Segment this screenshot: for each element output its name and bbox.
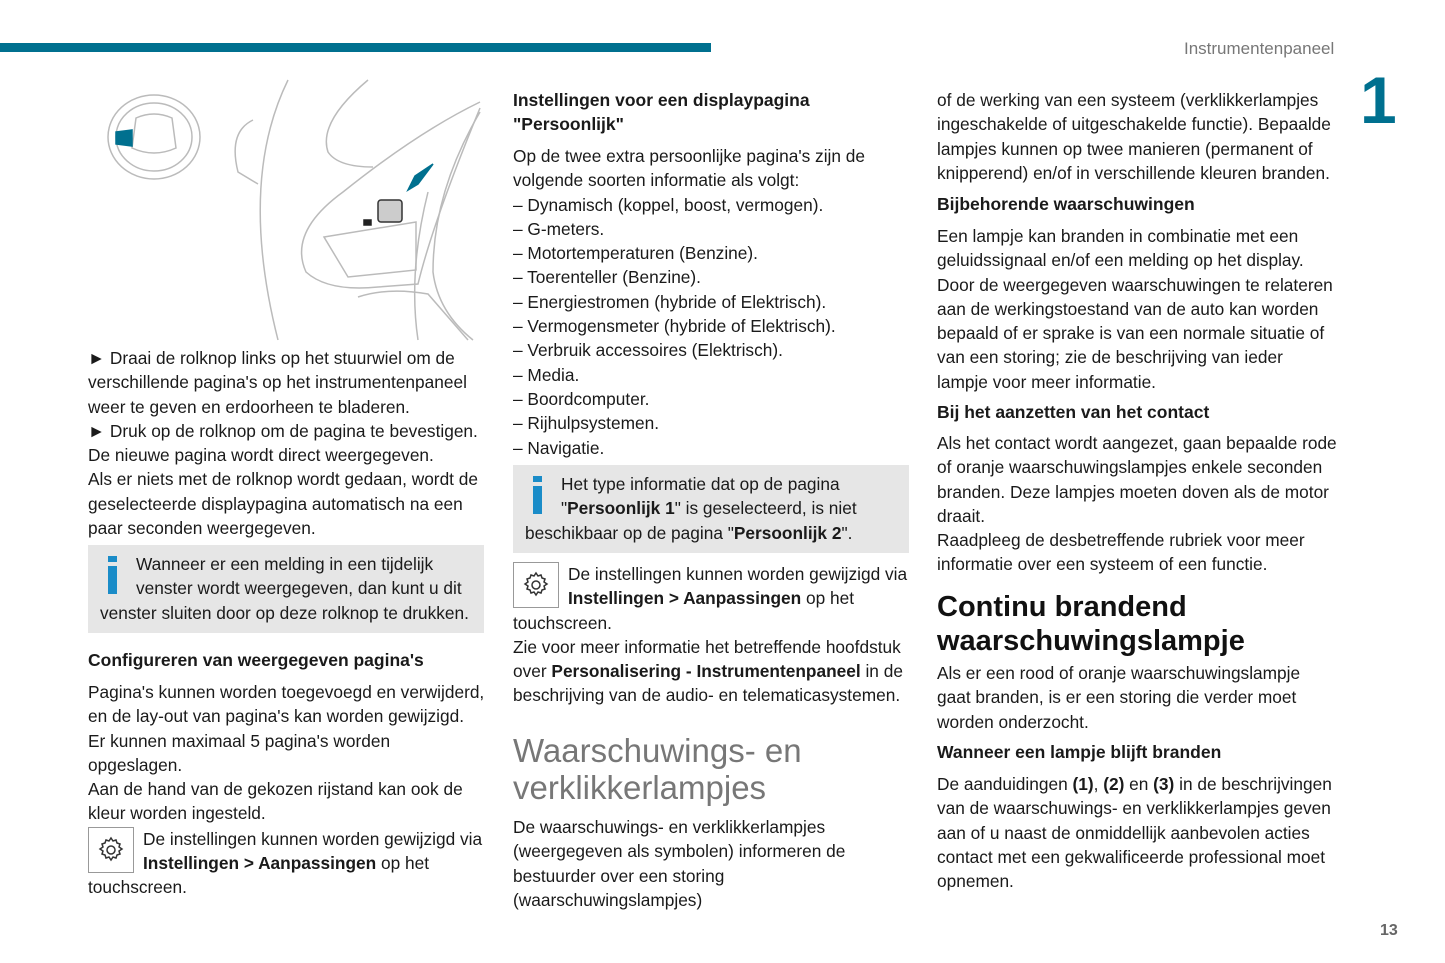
list-item: – Energiestromen (hybride of Elektrisch). [513,290,913,314]
list-item: – G-meters. [513,217,913,241]
info-icon [525,472,551,516]
list-item: – Motortemperaturen (Benzine). [513,241,913,265]
info-types-list [513,193,913,460]
heading-lamp-stays-on: Wanneer een lampje blijft branden [937,742,1222,762]
paragraph: Aan de hand van de gekozen rijstand kan ook de kleur worden ingesteld. [88,779,463,824]
settings-path: Instellingen > Aanpassingen [143,853,377,874]
heading-configure-pages: Configureren van weergegeven pagina's [88,650,424,670]
paragraph: Als het contact wordt aangezet, gaan bepaalde rode of oranje waarschuwingslampjes enkele seconden branden. Deze lampjes moeten doven als de motor draait. [937,433,1337,526]
info-icon [100,552,126,596]
paragraph: in de beschrijvingen van de waarschuwings- en verklikkerlampjes geven aan of u naast de onmiddellijk aanbevolen acties contact met een gekwalificeerde professional moet opnemen. [937,774,1332,892]
list-item: – Toerenteller (Benzine). [513,265,913,289]
paragraph: Zie voor meer informatie het betreffende hoofdstuk over [513,636,901,682]
list-item: – Media. [513,363,913,387]
reference-marker: (1) [1072,774,1094,794]
info-text: ". [841,522,853,543]
instruction-press: ► Druk op de rolknop om de pagina te bevestigen. [88,420,478,441]
paragraph: Als er niets met de rolknop wordt gedaan, wordt de geselecteerde displaypagina automatisch na een paar seconden weergegeven. [88,469,479,539]
paragraph: Door de weergegeven waarschuwingen te relateren aan de werkingstoestand van de auto kan worden bepaald of er sprake is van een normale situatie of van een storing; zie de beschrijving van ieder lampje voor meer informatie. [937,274,1333,392]
info-box [88,545,484,633]
list-item: – Boordcomputer. [513,387,913,411]
paragraph: Er kunnen maximaal 5 pagina's worden opgeslagen. [88,730,391,775]
info-text: Wanneer er een melding in een tijdelijk venster wordt weergegeven, dan kunt u dit venster sluiten door op deze rolknop te drukken. [100,554,469,623]
paragraph: op het touchscreen. [88,853,430,898]
paragraph: in de beschrijving van de audio- en telematicasystemen. [513,661,903,706]
heading-personal-page: Instellingen voor een displaypagina "Persoonlijk" [513,90,810,135]
info-box [513,465,909,553]
info-text: Persoonlijk 2 [733,522,842,543]
page-number: 13 [1380,922,1398,939]
header-accent-bar [0,43,711,52]
reference-marker: (3) [1153,774,1175,794]
paragraph: Raadpleeg de desbetreffende rubriek voor meer informatie over een systeem of een functie. [937,530,1305,575]
paragraph: De aanduidingen [937,774,1073,794]
settings-gear-icon [88,827,134,873]
section-heading-warning-lamps: Waarschuwings- en verklikkerlampjes [513,732,802,806]
paragraph: en [1124,774,1154,794]
paragraph: op het touchscreen. [513,588,855,633]
settings-gear-icon [513,562,559,608]
paragraph: , [1093,774,1104,794]
paragraph: De waarschuwings- en verklikkerlampjes (weergegeven als symbolen) informeren de bestuurder over een storing (waarschuwingslampjes) [513,817,846,910]
info-text: Het type informatie dat op de pagina " [561,474,840,519]
menu-path: Personalisering - Instrumentenpaneel [551,661,861,682]
paragraph: Een lampje kan branden in combinatie met een geluidssignaal en/of een melding op het display. [937,226,1304,271]
reference-marker: (2) [1103,774,1125,794]
chapter-number: 1 [1360,63,1397,137]
section-heading-continuous-lamp: Continu brandend waarschuwingslampje [937,591,1245,657]
heading-ignition-on: Bij het aanzetten van het contact [937,402,1210,422]
paragraph: Als er een rood of oranje waarschuwingslampje gaat branden, is er een storing die verder moet worden onderzocht. [937,663,1301,732]
list-item: – Dynamisch (koppel, boost, vermogen). [513,193,913,217]
paragraph: of de werking van een systeem (verklikkerlampjes ingeschakelde of uitgeschakelde functie). Bepaalde lampjes kunnen op twee manieren (permanent of knipperend) en/of in verschillende kleuren branden. [937,90,1331,183]
list-item: – Verbruik accessoires (Elektrisch). [513,338,913,362]
info-text: " is geselecteerd, is niet beschikbaar op de pagina " [525,498,857,543]
instruction-rotate: ► Draai de rolknop links op het stuurwiel om de verschillende pagina's op het instrumentenpaneel weer te geven en erdoorheen te bladeren. [88,348,467,417]
list-item: – Navigatie. [513,436,913,460]
settings-path: Instellingen > Aanpassingen [568,588,802,609]
heading-associated-warnings: Bijbehorende waarschuwingen [937,194,1195,214]
steering-wheel-illustration [88,72,488,342]
paragraph: Op de twee extra persoonlijke pagina's zijn de volgende soorten informatie als volgt: [513,146,866,191]
section-title: Instrumentenpaneel [1184,39,1335,58]
paragraph: De instellingen kunnen worden gewijzigd via [568,564,908,584]
list-item: – Rijhulpsystemen. [513,411,913,435]
paragraph: Pagina's kunnen worden toegevoegd en verwijderd, en de lay-out van pagina's kan worden gewijzigd. [88,682,485,727]
paragraph: De instellingen kunnen worden gewijzigd via [143,828,483,849]
info-text: Persoonlijk 1 [567,498,675,519]
list-item: – Vermogensmeter (hybride of Elektrisch). [513,314,913,338]
paragraph: De nieuwe pagina wordt direct weergegeven. [88,445,434,466]
